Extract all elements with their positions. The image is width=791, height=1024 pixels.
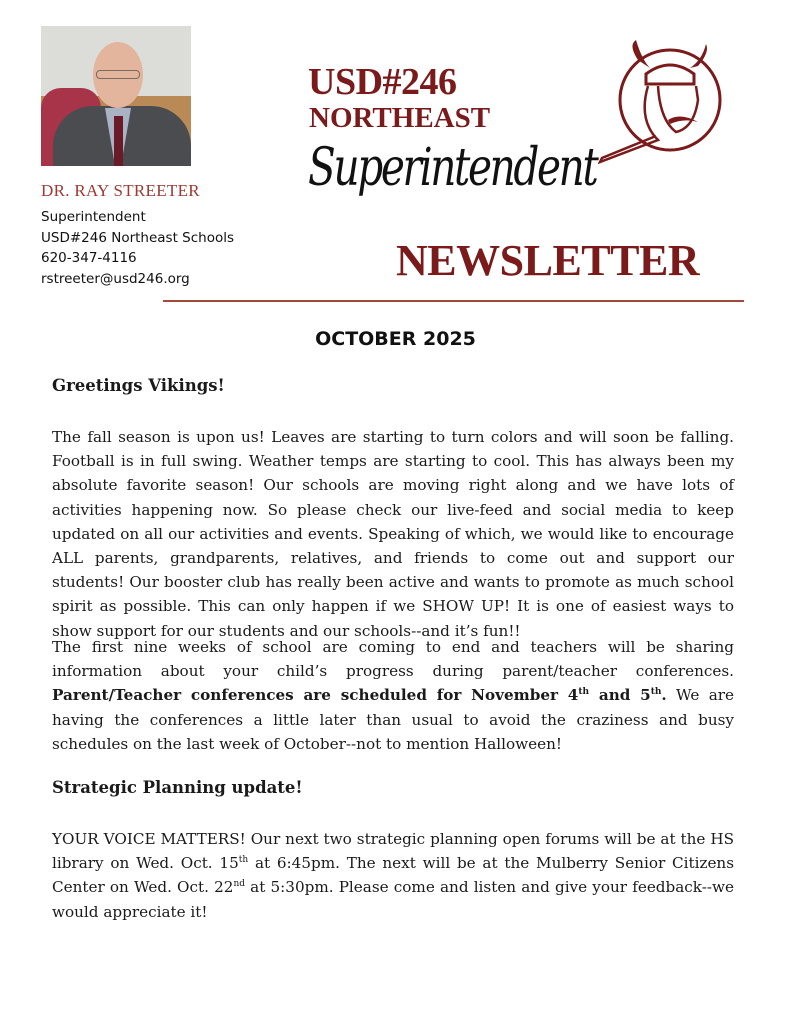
superintendent-photo	[41, 26, 191, 166]
contact-role: Superintendent	[41, 209, 146, 225]
contact-phone: 620-347-4116	[41, 250, 137, 266]
section-heading-strategic-planning: Strategic Planning update!	[52, 778, 303, 797]
viking-logo-icon	[598, 40, 726, 166]
paragraph-fall-season: The fall season is upon us! Leaves are starting to turn colors and will soon be falling. Football is in full swing. Weather temps are starting to cool. This has always been my absolute favorite season! Our schools are moving right along and we have lots of activities happening now. So please check our live-feed and social media to keep updated on all our activities and events. Speaking of which, we would like to encourage ALL parents, grandparents, relatives, and friends to come out and support our students! Our booster club has really been active and wants to promote as much school spirit as possible. This can only happen if we SHOW UP! It is one of easiest ways to show support for our students and our schools--and it’s fun!!	[52, 428, 734, 640]
issue-date: OCTOBER 2025	[315, 328, 476, 350]
newsletter-title: NEWSLETTER	[396, 236, 700, 285]
district-name: NORTHEAST	[309, 102, 491, 134]
contact-school: USD#246 Northeast Schools	[41, 230, 235, 246]
paragraph-conferences: The first nine weeks of school are coming to end and teachers will be sharing information about your child’s progress during parent/teacher conferences. Parent/Teacher conferences are scheduled for November 4th and 5th. We are having the conferences a little later than usual to avoid the craziness and busy schedules on the last week of October--not to mention Halloween!	[52, 638, 734, 753]
script-title: Superintendent	[308, 138, 597, 198]
superintendent-name: DR. RAY STREETER	[41, 181, 200, 200]
paragraph-strategic-planning: YOUR VOICE MATTERS! Our next two strategic planning open forums will be at the HS library on Wed. Oct. 15th at 6:45pm. The next will be at the Mulberry Senior Citizens Center on Wed. Oct. 22nd at 5:30pm. Please come and listen and give your feedback--we would appreciate it!	[52, 830, 735, 921]
contact-email[interactable]: rstreeter@usd246.org	[41, 271, 190, 287]
district-number: USD#246	[308, 61, 457, 103]
header-divider	[163, 300, 744, 302]
section-heading-greetings: Greetings Vikings!	[52, 376, 225, 395]
